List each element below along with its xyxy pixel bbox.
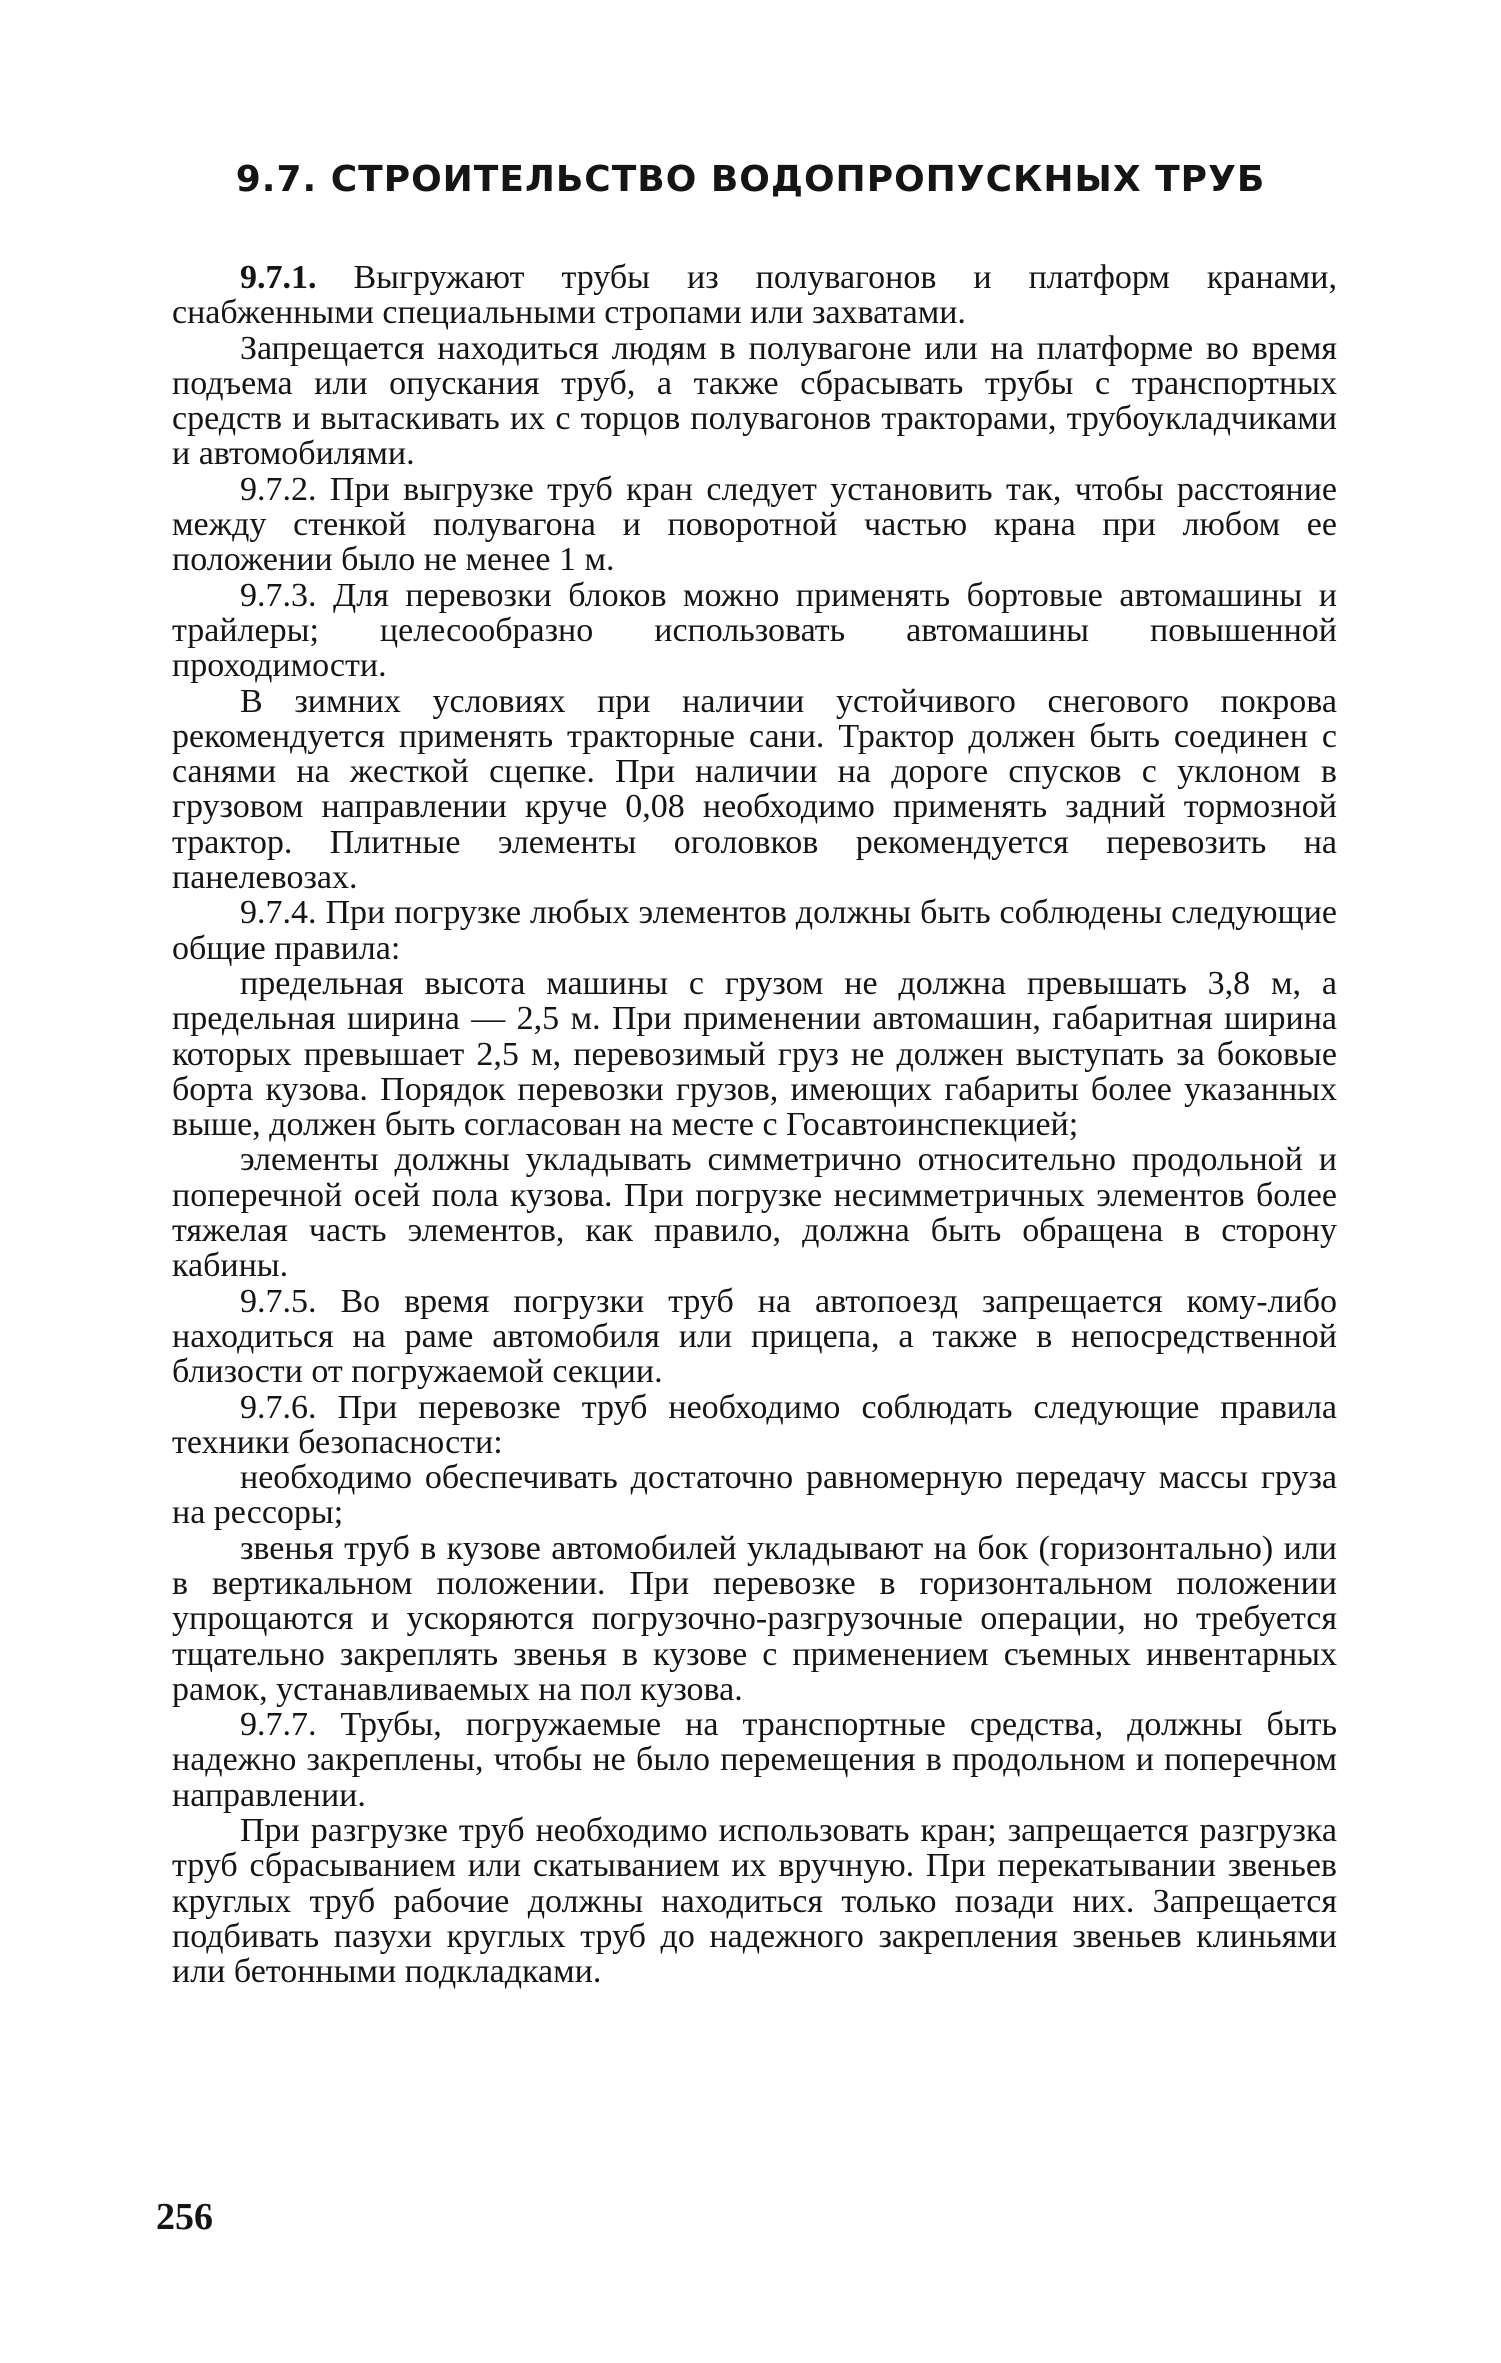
- paragraph-9-7-6: [172, 1390, 1337, 1461]
- paragraph: [172, 1531, 1337, 1707]
- section-title: 9.7. СТРОИТЕЛЬСТВО ВОДОПРОПУСКНЫХ ТРУБ: [235, 159, 1266, 200]
- paragraph: [172, 684, 1337, 896]
- clause-number: 9.7.3.: [240, 576, 317, 614]
- paragraph-text: звенья труб в кузове автомобилей укладывают на бок (горизонтально) или в вертикальном положении. При перевозке в горизонтальном положении упрощаются и ускоряются погрузочно-разгрузочные операции, но требуется тщательно закреплять звенья в кузове с применением съемных инвентарных рамок, устанавливаемых на пол кузова.: [172, 1529, 1337, 1708]
- paragraph-text: Для перевозки блоков можно применять бортовые автомашины и трайлеры; целесообразно использовать автомашины повышенной проходимости.: [172, 576, 1337, 685]
- paragraph-9-7-4: [172, 895, 1337, 966]
- clause-number: 9.7.2.: [240, 470, 317, 508]
- paragraph: [172, 1460, 1337, 1531]
- paragraph-9-7-3: [172, 578, 1337, 684]
- body-text: [172, 260, 1337, 1990]
- paragraph-9-7-2: [172, 472, 1337, 578]
- paragraph-text: Выгружают трубы из полувагонов и платформ кранами, снабженными специальными стропами или захватами.: [172, 259, 1337, 332]
- paragraph-text: При разгрузке труб необходимо использовать кран; запрещается разгрузка труб сбрасыванием или скатыванием их вручную. При перекатывании звеньев круглых труб рабочие должны находиться только позади них. Запрещается подбивать пазухи круглых труб до надежного закрепления звеньев клиньями или бетонными подкладками.: [172, 1812, 1337, 1991]
- paragraph: [172, 1142, 1337, 1283]
- clause-number: 9.7.7.: [240, 1706, 317, 1744]
- paragraph-text: Трубы, погружаемые на транспортные средства, должны быть надежно закреплены, чтобы не было перемещения в продольном и поперечном направлении.: [172, 1706, 1337, 1814]
- paragraph: [172, 331, 1337, 472]
- paragraph-text: элементы должны укладывать симметрично относительно продольной и поперечной осей пола кузова. При погрузке несимметричных элементов более тяжелая часть элементов, как правило, должна быть обращена в сторону кабины.: [172, 1141, 1337, 1285]
- clause-number: 9.7.5.: [240, 1282, 317, 1320]
- paragraph-text: Запрещается находиться людям в полувагоне или на платформе во время подъема или опускания труб, а также сбрасывать трубы с транспортных средств и вытаскивать их с торцов полувагонов тракторами, трубоукладчиками и автомобилями.: [172, 329, 1337, 473]
- paragraph-text: При перевозке труб необходимо соблюдать следующие правила техники безопасности:: [172, 1388, 1337, 1461]
- paragraph-text: предельная высота машины с грузом не должна превышать 3,8 м, а предельная ширина — 2,5 м. При применении автомашин, габаритная ширина которых превышает 2,5 м, перевозимый груз не должен выступать за боковые борта кузова. Порядок перевозки грузов, имеющих габариты более указанных выше, должен быть согласован на месте с Госавтоинспекцией;: [172, 964, 1337, 1144]
- page-number: 256: [156, 2196, 213, 2238]
- clause-number: 9.7.4.: [240, 894, 317, 932]
- paragraph-text: При погрузке любых элементов должны быть соблюдены следующие общие правила:: [172, 894, 1337, 967]
- paragraph-text: При выгрузке труб кран следует установить так, чтобы расстояние между стенкой полувагона и поворотной частью крана при любом ее положении было не менее 1 м.: [172, 470, 1337, 579]
- paragraph-text: В зимних условиях при наличии устойчивого снегового покрова рекомендуется применять тракторные сани. Трактор должен быть соединен с санями на жесткой сцепке. При наличии на дороге спусков с уклоном в грузовом направлении круче 0,08 необходимо применять задний тормозной трактор. Плитные элементы оголовков рекомендуется перевозить на панелевозах.: [172, 682, 1337, 897]
- clause-number: 9.7.1.: [240, 259, 317, 296]
- paragraph: [172, 966, 1337, 1142]
- paragraph-text: необходимо обеспечивать достаточно равномерную передачу массы груза на рессоры;: [172, 1459, 1337, 1532]
- paragraph: [172, 1813, 1337, 1989]
- paragraph-9-7-5: [172, 1284, 1337, 1390]
- clause-number: 9.7.6.: [240, 1388, 317, 1426]
- paragraph-9-7-1: [172, 260, 1337, 331]
- paragraph-9-7-7: [172, 1707, 1337, 1813]
- paragraph-text: Во время погрузки труб на автопоезд запрещается кому-либо находиться на раме автомобиля или прицепа, а также в непосредственной близости от погружаемой секции.: [172, 1282, 1337, 1391]
